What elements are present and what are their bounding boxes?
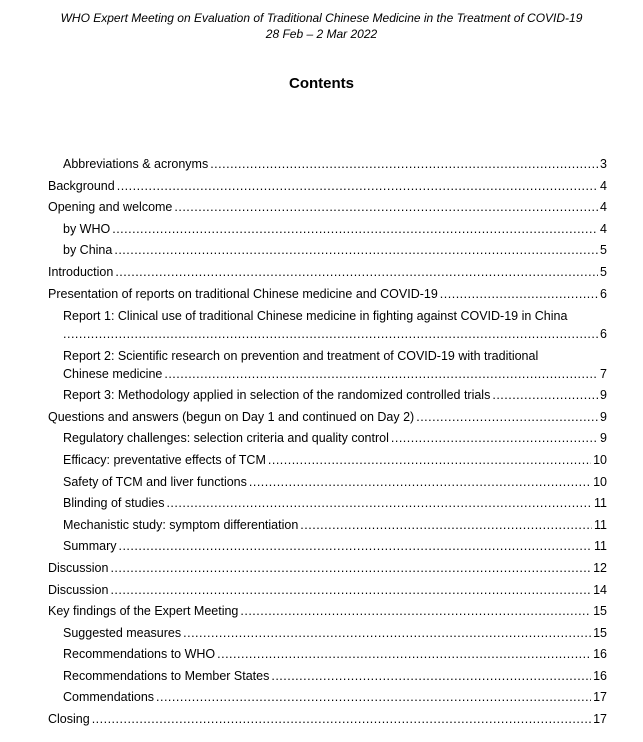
toc-page-number: 11 [594, 496, 607, 511]
toc-page-number: 10 [593, 452, 607, 467]
toc-entry-recommendations-member-states[interactable] [48, 666, 607, 688]
toc-page-number: 6 [600, 327, 607, 342]
toc-entry-summary[interactable] [48, 536, 607, 558]
toc-dot-leader [164, 365, 598, 383]
toc-page-number: 9 [600, 388, 607, 403]
toc-entry-report-1[interactable] [48, 305, 607, 345]
toc-entry-text-line1: Report 2: Scientific research on prevention and treatment of COVID-19 with traditional [63, 349, 539, 364]
toc-dot-leader [217, 644, 591, 666]
toc-dot-leader [183, 623, 591, 645]
toc-dot-leader [174, 197, 598, 219]
toc-entry-discussion-2[interactable] [48, 580, 607, 602]
toc-entry-opening[interactable] [48, 197, 607, 219]
table-of-contents [48, 154, 607, 731]
toc-entry-text: Recommendations to WHO [63, 647, 216, 662]
toc-page-number: 14 [593, 582, 607, 597]
toc-entry-text: Key findings of the Expert Meeting [48, 604, 239, 619]
toc-entry-text: Opening and welcome [48, 200, 173, 215]
toc-page-number: 17 [593, 712, 607, 727]
toc-page-number: 15 [593, 604, 607, 619]
toc-page-number: 4 [600, 178, 607, 193]
toc-entry-text: Report 3: Methodology applied in selection of the randomized controlled trials [63, 388, 491, 403]
toc-entry-presentation-of-reports[interactable] [48, 284, 607, 306]
toc-entry-text: Summary [63, 539, 117, 554]
toc-entry-text: Chinese medicine [63, 367, 163, 382]
toc-entry-regulatory-challenges[interactable] [48, 428, 607, 450]
toc-page-number: 10 [593, 474, 607, 489]
toc-page-number: 4 [600, 221, 607, 236]
toc-dot-leader [416, 407, 598, 429]
toc-entry-text: Mechanistic study: symptom differentiation [63, 517, 299, 532]
toc-entry-questions-and-answers[interactable] [48, 407, 607, 429]
toc-entry-report-2[interactable] [48, 345, 607, 385]
toc-entry-text: Safety of TCM and liver functions [63, 474, 247, 489]
toc-entry-suggested-measures[interactable] [48, 623, 607, 645]
toc-page-number: 4 [600, 200, 607, 215]
toc-page-number: 9 [600, 431, 607, 446]
toc-page-number: 3 [600, 157, 607, 171]
toc-dot-leader [440, 284, 598, 306]
toc-dot-leader [63, 325, 598, 343]
toc-entry-blinding[interactable] [48, 493, 607, 515]
toc-entry-text: Suggested measures [63, 625, 182, 640]
toc-entry-text: Commendations [63, 690, 155, 705]
toc-dot-leader [110, 558, 591, 580]
toc-page-number: 11 [594, 539, 607, 554]
toc-page-number: 6 [600, 286, 607, 301]
header-meeting-title: WHO Expert Meeting on Evaluation of Traditional Chinese Medicine in the Treatment of COVID-19 [60, 11, 583, 25]
toc-entry-background[interactable] [48, 176, 607, 198]
toc-entry-recommendations-who[interactable] [48, 644, 607, 666]
toc-dot-leader [156, 687, 591, 709]
toc-dot-leader [110, 580, 591, 602]
toc-entry-efficacy[interactable] [48, 450, 607, 472]
toc-entry-text: Closing [48, 712, 90, 727]
toc-dot-leader [271, 666, 591, 688]
toc-page-number: 16 [593, 668, 607, 683]
toc-page-number: 16 [593, 647, 607, 662]
toc-entry-discussion-1[interactable] [48, 558, 607, 580]
running-header [0, 10, 643, 42]
toc-dot-leader [115, 262, 598, 284]
toc-entry-text: by WHO [63, 221, 111, 236]
toc-entry-text: Questions and answers (begun on Day 1 and continued on Day 2) [48, 409, 415, 424]
toc-entry-text: Presentation of reports on traditional Chinese medicine and COVID-19 [48, 286, 438, 301]
toc-entry-mechanistic-study[interactable] [48, 515, 607, 537]
toc-page-number: 12 [593, 560, 607, 575]
toc-dot-leader [92, 709, 591, 731]
toc-entry-text: Introduction [48, 264, 114, 279]
toc-dot-leader [118, 536, 592, 558]
toc-entry-closing[interactable] [48, 709, 607, 731]
toc-entry-safety[interactable] [48, 472, 607, 494]
toc-dot-leader [240, 601, 591, 623]
toc-entry-text: Recommendations to Member States [63, 668, 270, 683]
toc-entry-text: Discussion [48, 560, 109, 575]
toc-entry-text: Regulatory challenges: selection criteria and quality control [63, 431, 389, 446]
toc-dot-leader [300, 515, 592, 537]
toc-entry-introduction[interactable] [48, 262, 607, 284]
toc-entry-text: by China [63, 243, 113, 258]
toc-dot-leader [210, 154, 598, 176]
toc-dot-leader [112, 219, 598, 241]
toc-page-number: 7 [600, 367, 607, 382]
toc-dot-leader [117, 176, 598, 198]
toc-page-number: 11 [594, 517, 607, 532]
header-meeting-dates: 28 Feb – 2 Mar 2022 [265, 27, 378, 41]
toc-page-number: 15 [593, 625, 607, 640]
toc-entry-text: Background [48, 178, 115, 193]
toc-dot-leader [391, 428, 598, 450]
contents-title: Contents [289, 75, 354, 92]
toc-entry-text: Abbreviations & acronyms [63, 157, 209, 171]
toc-dot-leader [492, 385, 598, 407]
toc-page-number: 5 [600, 243, 607, 258]
toc-dot-leader [268, 450, 591, 472]
toc-entry-commendations[interactable] [48, 687, 607, 709]
toc-page-number: 5 [600, 264, 607, 279]
toc-entry-text: Discussion [48, 582, 109, 597]
toc-entry-report-3[interactable] [48, 385, 607, 407]
toc-entry-text: Efficacy: preventative effects of TCM [63, 452, 266, 467]
toc-dot-leader [114, 240, 598, 262]
toc-dot-leader [249, 472, 591, 494]
toc-dot-leader [166, 493, 592, 515]
toc-entry-abbreviations[interactable] [48, 154, 607, 176]
toc-entry-text: Blinding of studies [63, 496, 165, 511]
toc-entry-by-china[interactable] [48, 240, 607, 262]
toc-page-number: 9 [600, 409, 607, 424]
toc-entry-key-findings[interactable] [48, 601, 607, 623]
toc-entry-by-who[interactable] [48, 219, 607, 241]
toc-entry-text: Report 1: Clinical use of traditional Chinese medicine in fighting against COVID-19 in China [63, 309, 568, 324]
toc-page-number: 17 [593, 690, 607, 705]
